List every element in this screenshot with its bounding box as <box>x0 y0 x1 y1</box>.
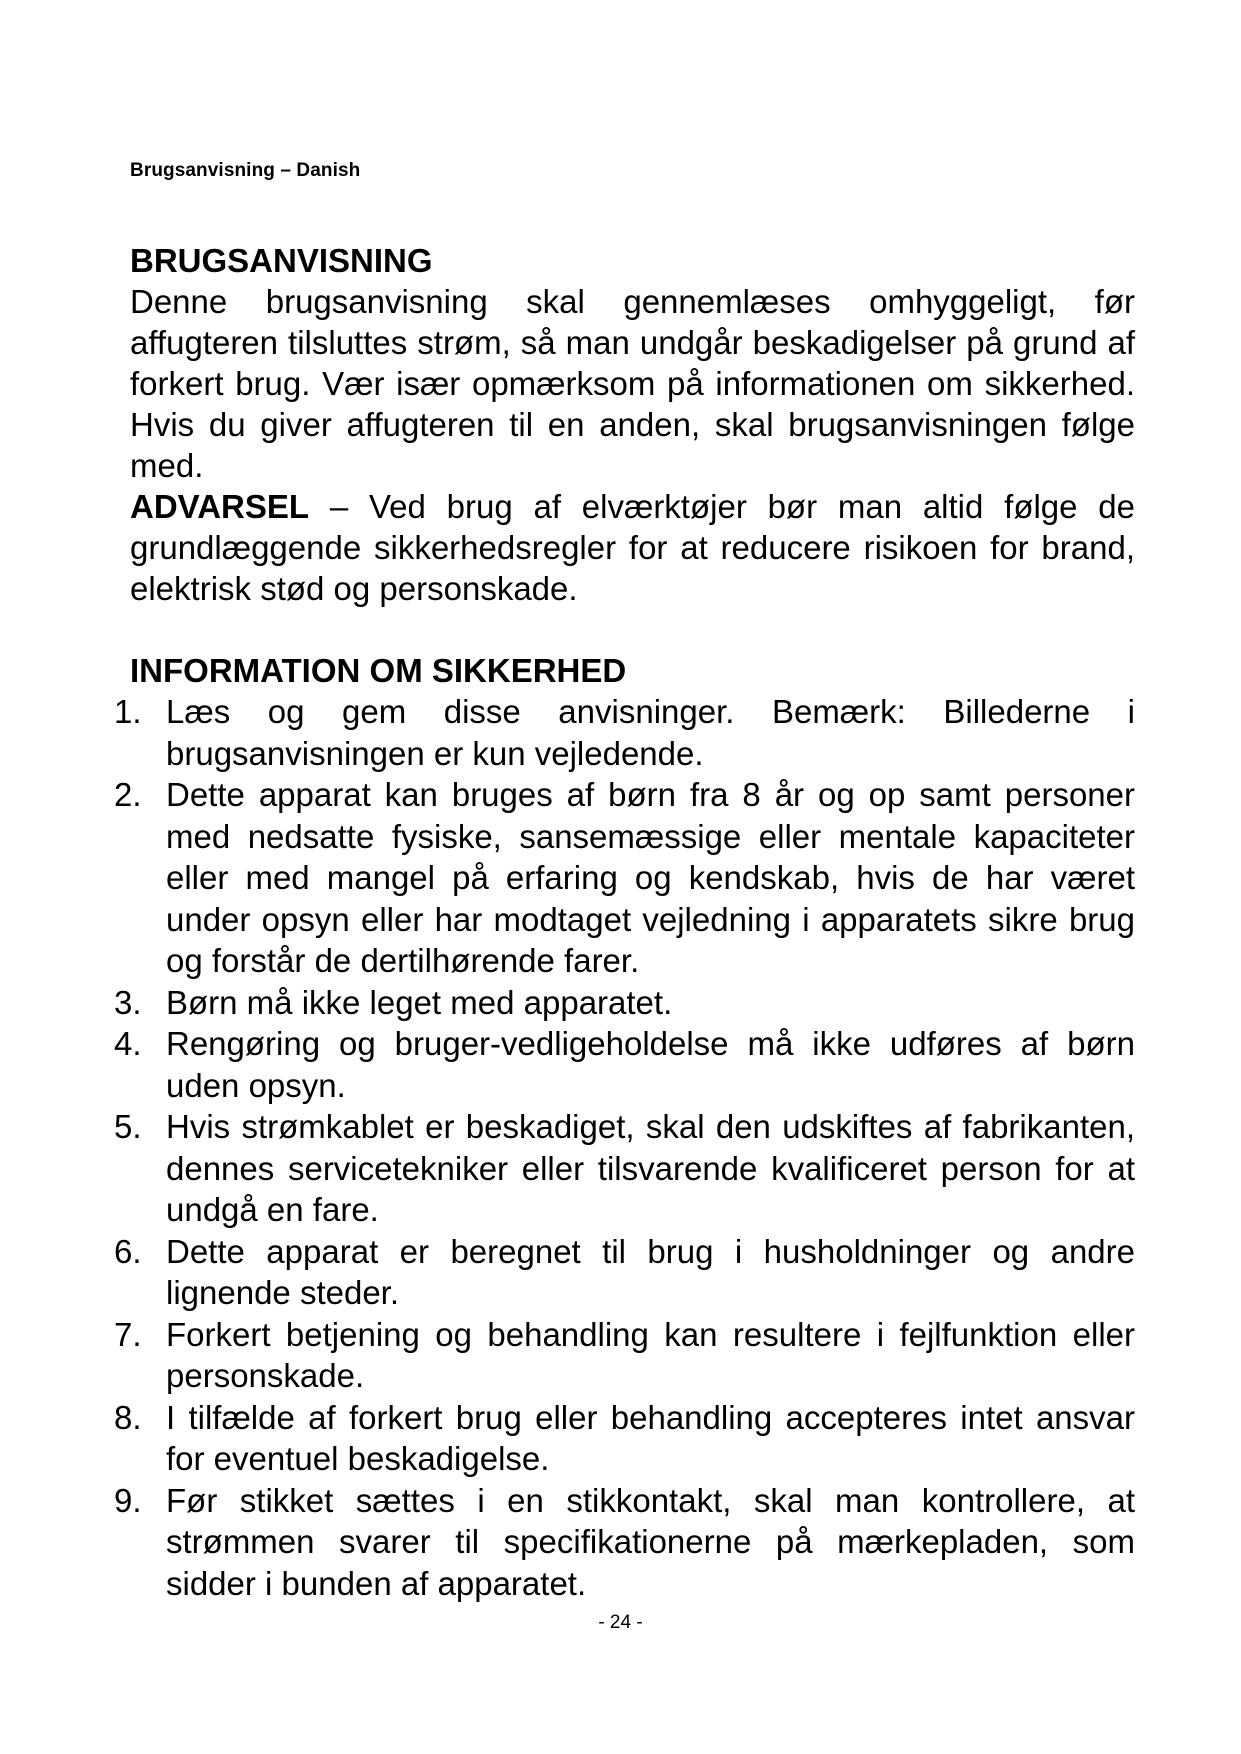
safety-item <box>114 1023 1135 1106</box>
safety-item <box>114 774 1135 982</box>
safety-item <box>114 1231 1135 1314</box>
safety-item-text: Hvis strømkablet er beskadiget, skal den udskiftes af fabrikanten, dennes servicetekniker eller tilsvarende kvalificeret person for at undgå en fare. <box>166 1108 1135 1228</box>
safety-item <box>114 1480 1135 1605</box>
safety-item-number: 2. <box>114 776 142 813</box>
warning-text: – Ved brug af elværktøjer bør man altid følge de grundlæggende sikkerhedsregler for at reducere risikoen for brand, elektrisk stød og personskade. <box>130 488 1135 607</box>
safety-item <box>114 1314 1135 1397</box>
safety-item-number: 1. <box>114 693 142 730</box>
safety-item <box>114 691 1135 774</box>
document-content <box>114 240 1135 1604</box>
warning-paragraph <box>130 486 1135 609</box>
safety-title: INFORMATION OM SIKKERHED <box>130 652 627 689</box>
safety-item-number: 8. <box>114 1398 142 1436</box>
safety-item <box>114 1397 1135 1480</box>
intro-paragraph: Denne brugsanvisning skal gennemlæses omhyggeligt, før affugteren tilsluttes strøm, så man undgår beskadigelser på grund af forkert brug. Vær især opmærksom på informationen om sikkerhed. Hvis du giver affugteren til en anden, skal brugsanvisningen følge med. <box>130 283 1135 484</box>
safety-item-number: 4. <box>114 1025 142 1062</box>
warning-label: ADVARSEL <box>130 488 310 525</box>
safety-item <box>114 1106 1135 1231</box>
section-spacer <box>130 609 1135 650</box>
intro-title: BRUGSANVISNING <box>130 242 433 279</box>
document-header-label: Brugsanvisning – Danish <box>130 160 361 181</box>
safety-item-number: 7. <box>114 1315 142 1353</box>
safety-item-text: Rengøring og bruger-vedligeholdelse må ikke udføres af børn uden opsyn. <box>166 1025 1135 1104</box>
safety-list <box>114 691 1135 1604</box>
safety-item-number: 5. <box>114 1108 142 1145</box>
safety-item-text: Dette apparat er beregnet til brug i husholdninger og andre lignende steder. <box>166 1232 1135 1311</box>
safety-item-number: 3. <box>114 983 142 1021</box>
safety-item-text: Børn må ikke leget med apparatet. <box>166 983 673 1021</box>
safety-item-text: Læs og gem disse anvisninger. Bemærk: Billederne i brugsanvisningen er kun vejledende. <box>166 693 1135 772</box>
safety-item-text: Før stikket sættes i en stikkontakt, skal man kontrollere, at strømmen svarer til specifikationerne på mærkepladen, som sidder i bunden af apparatet. <box>166 1481 1135 1602</box>
safety-item-text: Dette apparat kan bruges af børn fra 8 år og op samt personer med nedsatte fysiske, sansemæssige eller mentale kapaciteter eller med mangel på erfaring og kendskab, hvis de har været under opsyn eller har modtaget vejledning i apparatets sikre brug og forstår de dertilhørende farer. <box>166 776 1135 979</box>
safety-item-text: Forkert betjening og behandling kan resultere i fejlfunktion eller personskade. <box>166 1315 1135 1394</box>
page-number: - 24 - <box>598 1612 643 1633</box>
safety-item-text: I tilfælde af forkert brug eller behandling accepteres intet ansvar for eventuel beskadigelse. <box>166 1398 1135 1477</box>
safety-item <box>114 982 1135 1024</box>
safety-item-number: 6. <box>114 1232 142 1270</box>
safety-item-number: 9. <box>114 1481 142 1519</box>
